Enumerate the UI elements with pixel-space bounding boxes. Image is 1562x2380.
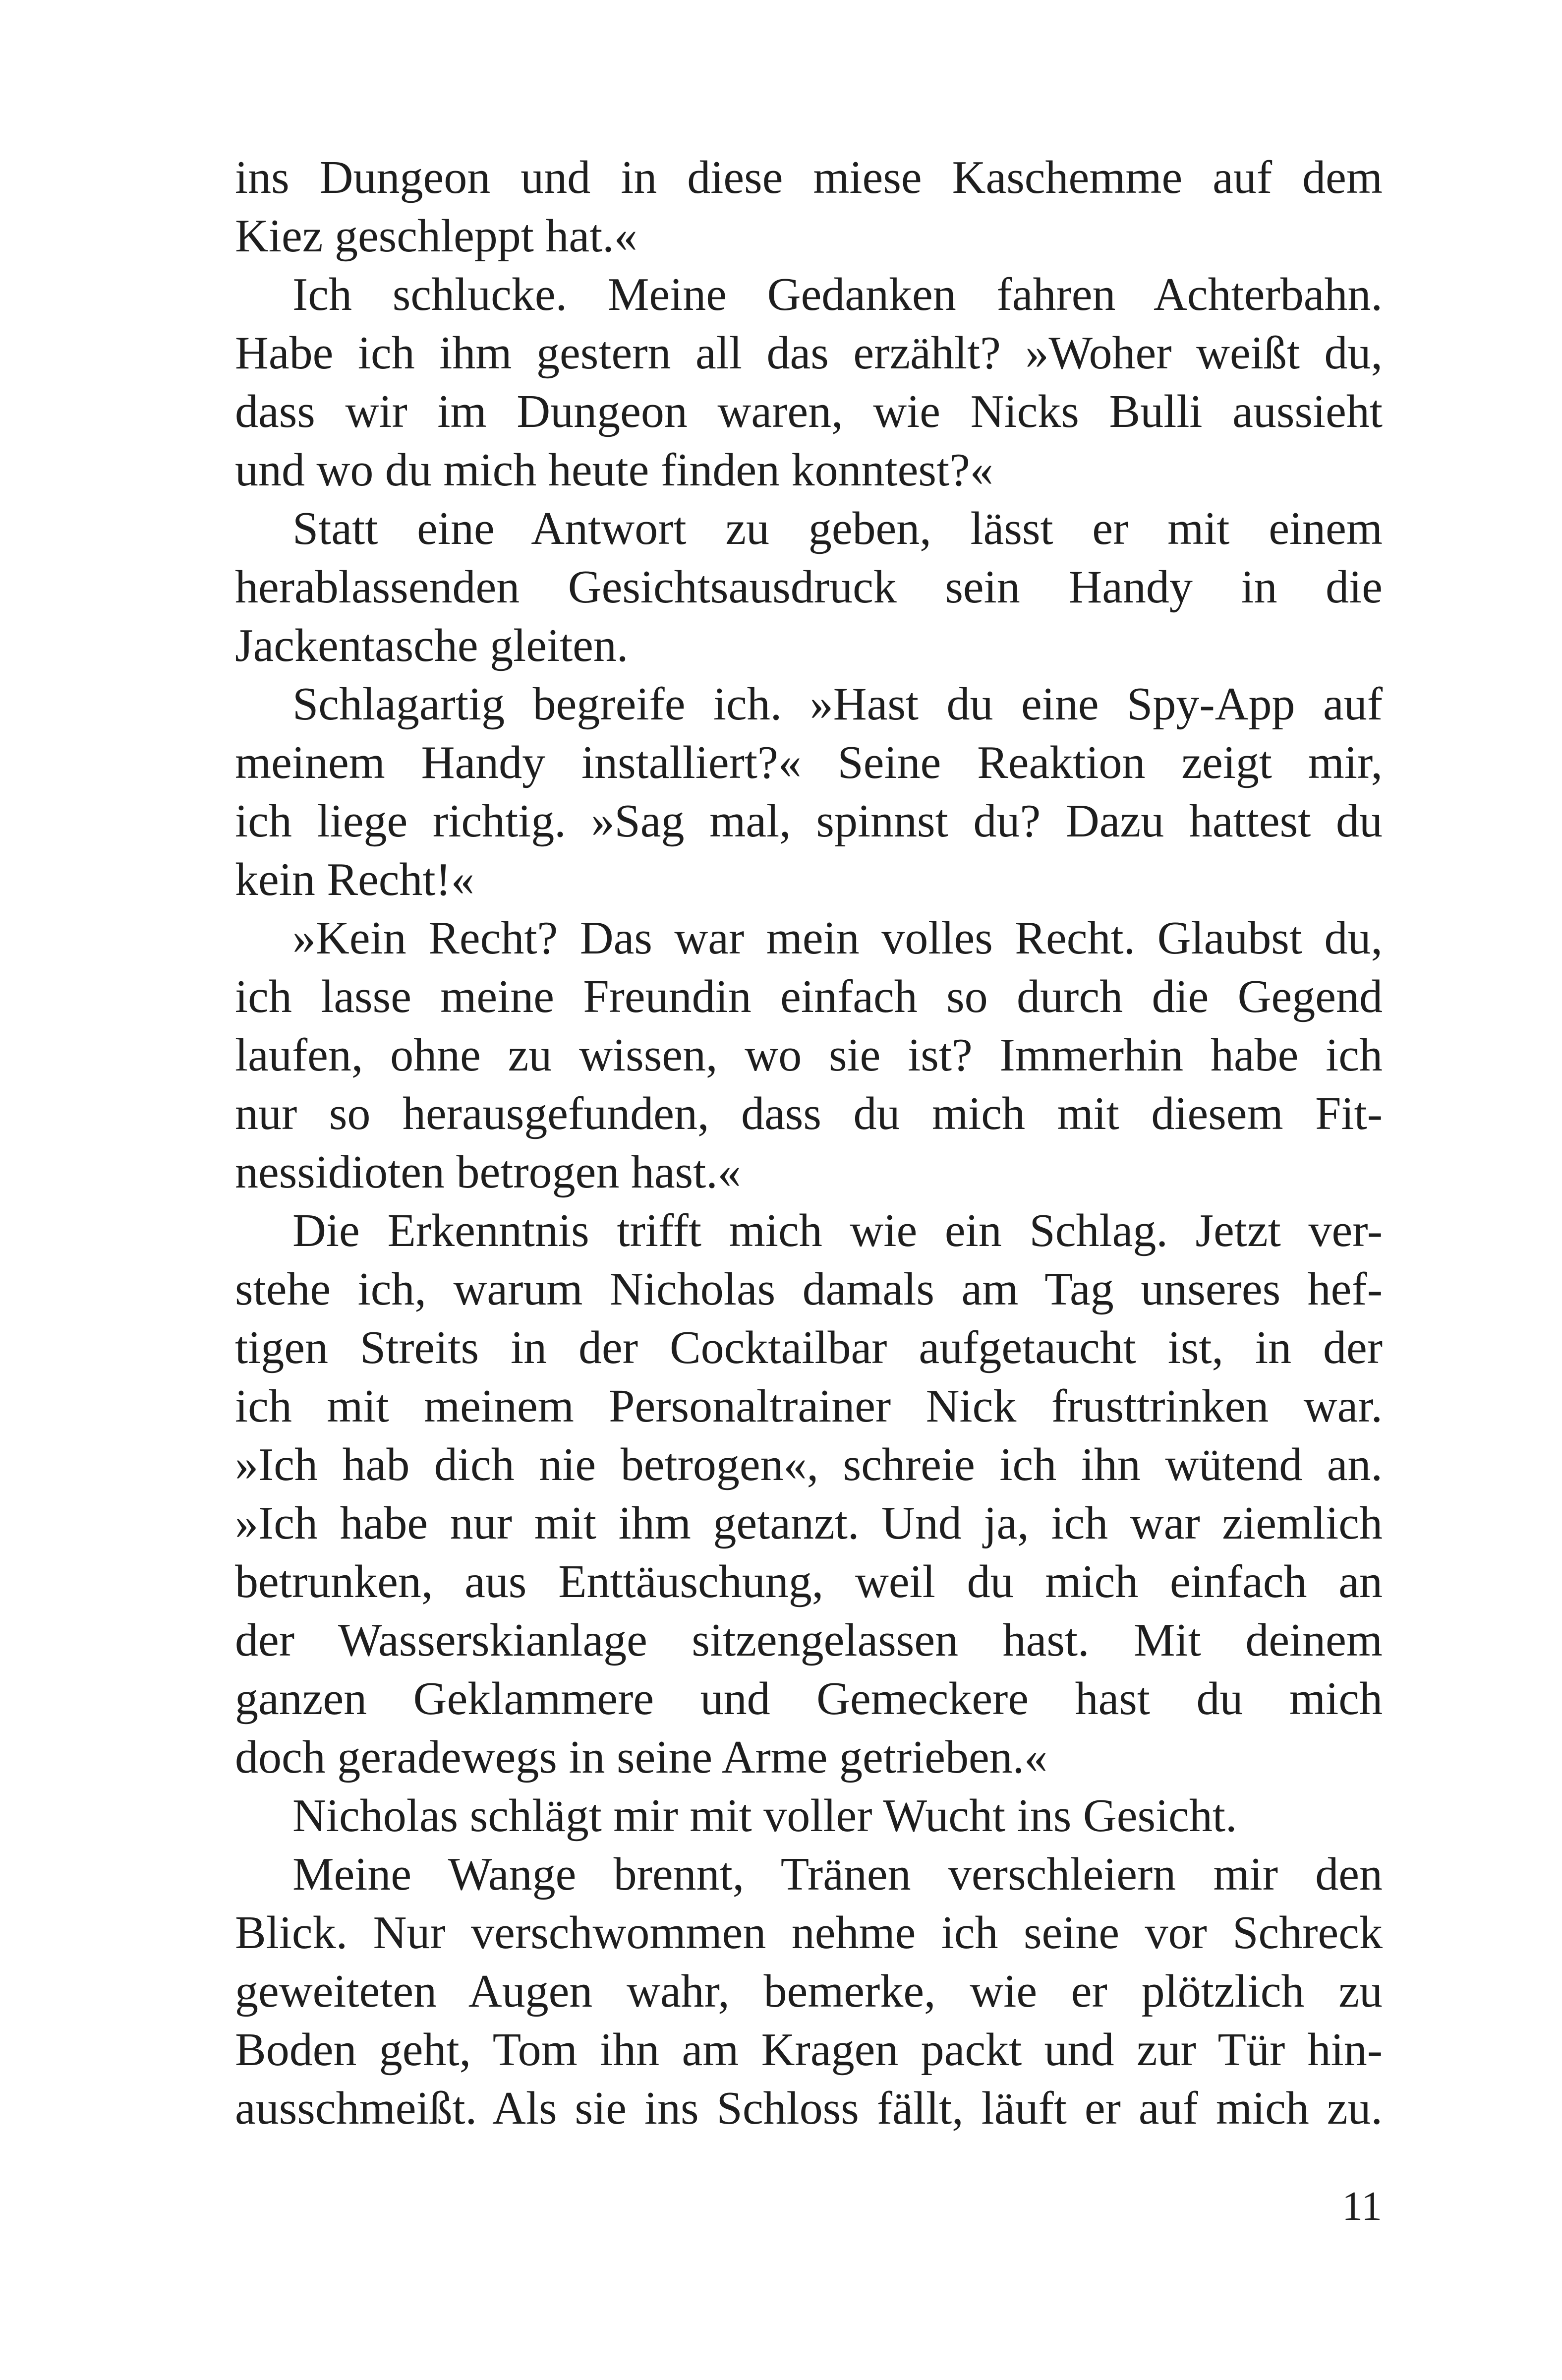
text-line: stehe ich, warum Nicholas damals am Tag unseres hef- (235, 1263, 1383, 1315)
text-line: laufen, ohne zu wissen, wo sie ist? Immerhin habe ich (235, 1029, 1383, 1081)
text-line: Ich schlucke. Meine Gedanken fahren Achterbahn. (292, 269, 1383, 320)
text-line: ins Dungeon und in diese miese Kaschemme auf dem (235, 152, 1383, 203)
text-line: »Ich hab dich nie betrogen«, schreie ich ihn wütend an. (235, 1439, 1383, 1490)
text-line: meinem Handy installiert?« Seine Reaktion zeigt mir, (235, 737, 1383, 788)
text-line: Die Erkenntnis trifft mich wie ein Schlag. Jetzt ver- (292, 1205, 1383, 1256)
text-line: »Ich habe nur mit ihm getanzt. Und ja, ich war ziemlich (235, 1497, 1383, 1549)
text-line: ganzen Geklammere und Gemeckere hast du mich (235, 1673, 1383, 1725)
text-line: dass wir im Dungeon waren, wie Nicks Bulli aussieht (235, 386, 1383, 437)
text-line: herablassenden Gesichtsausdruck sein Handy in die (235, 561, 1383, 613)
text-line: Meine Wange brennt, Tränen verschleiern mir den (292, 1848, 1383, 1900)
text-line: betrunken, aus Enttäuschung, weil du mich einfach an (235, 1556, 1383, 1607)
text-line: Statt eine Antwort zu geben, lässt er mit einem (292, 503, 1383, 554)
text-line: Boden geht, Tom ihn am Kragen packt und zur Tür hin- (235, 2024, 1383, 2076)
text-line: Schlagartig begreife ich. »Hast du eine Spy-App auf (292, 678, 1383, 730)
text-line: nessidioten betrogen hast.« (235, 1146, 741, 1198)
text-line: ich lasse meine Freundin einfach so durch die Gegend (235, 971, 1383, 1022)
text-line: tigen Streits in der Cocktailbar aufgetaucht ist, in der (235, 1322, 1383, 1373)
text-line: Habe ich ihm gestern all das erzählt? »Woher weißt du, (235, 327, 1383, 379)
page-number: 11 (1342, 2183, 1382, 2229)
text-line: kein Recht!« (235, 854, 474, 905)
text-line: doch geradewegs in seine Arme getrieben.« (235, 1731, 1048, 1783)
text-line: ausschmeißt. Als sie ins Schloss fällt, läuft er auf mich zu. (235, 2082, 1383, 2134)
text-line: Blick. Nur verschwommen nehme ich seine vor Schreck (235, 1907, 1383, 1959)
text-line: geweiteten Augen wahr, bemerke, wie er plötzlich zu (235, 1965, 1383, 2017)
text-line: ich mit meinem Personaltrainer Nick frusttrinken war. (235, 1380, 1383, 1432)
text-line: und wo du mich heute finden konntest?« (235, 444, 993, 496)
text-line: »Kein Recht? Das war mein volles Recht. Glaubst du, (292, 912, 1383, 964)
text-line: der Wasserskianlage sitzengelassen hast. Mit deinem (235, 1614, 1383, 1666)
text-line: nur so herausgefunden, dass du mich mit diesem Fit- (235, 1088, 1383, 1139)
text-line: Jackentasche gleiten. (235, 620, 629, 671)
text-line: Kiez geschleppt hat.« (235, 210, 637, 262)
text-line: ich liege richtig. »Sag mal, spinnst du? Dazu hattest du (235, 795, 1383, 847)
text-line: Nicholas schlägt mir mit voller Wucht ins Gesicht. (292, 1790, 1237, 1842)
body-text (235, 148, 1383, 2138)
